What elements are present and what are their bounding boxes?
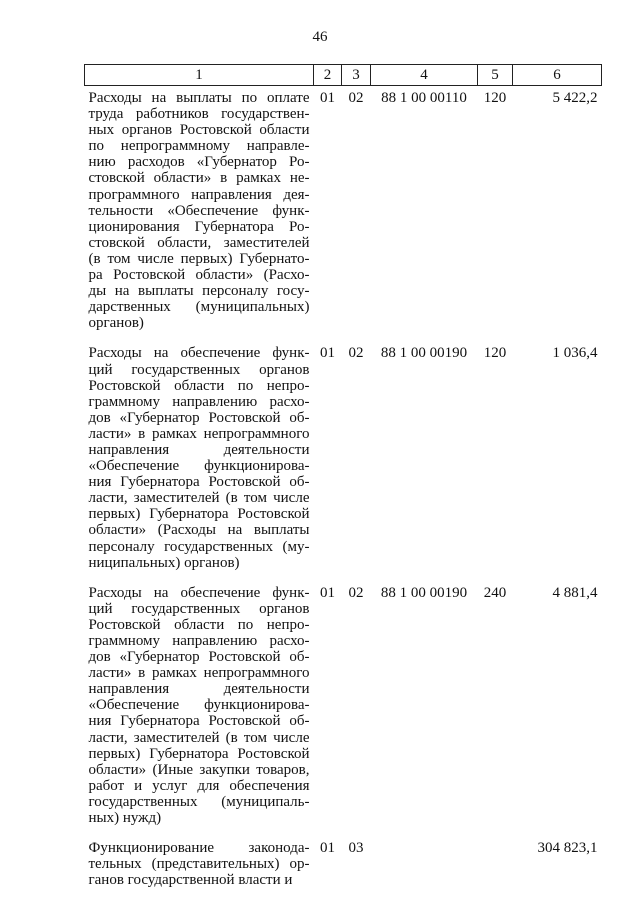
header-cell: 2 bbox=[314, 65, 342, 86]
row-csr-cell bbox=[371, 836, 478, 898]
row-name-line: (в том числе первых) Губернато- bbox=[88, 250, 310, 267]
row-name-line: дов «Губернатор Ростовской об- bbox=[88, 409, 310, 426]
table-row bbox=[85, 581, 602, 836]
row-name-cell bbox=[85, 836, 314, 898]
table-row bbox=[85, 836, 602, 898]
table-body bbox=[85, 86, 602, 899]
row-name-line: ных органов Ростовской области bbox=[88, 122, 310, 139]
row-name-line: ния Губернатора Ростовской об- bbox=[88, 474, 310, 491]
row-name-line: граммному направлению расхо- bbox=[88, 633, 310, 649]
table-row bbox=[85, 341, 602, 580]
row-name-line: ционирования Губернатора Ро- bbox=[88, 218, 310, 235]
row-pr-cell: 02 bbox=[348, 584, 364, 601]
row-name-line: «Обеспечение функционирова- bbox=[88, 458, 310, 475]
row-name-line: органов) bbox=[88, 315, 144, 332]
row-name-line: ра Ростовской области» (Расхо- bbox=[88, 267, 310, 284]
row-name-line: ганов государственной власти и bbox=[88, 872, 293, 889]
row-name-line: Расходы на обеспечение функ- bbox=[88, 345, 310, 362]
row-name-line: ных) нужд) bbox=[88, 810, 162, 827]
row-name-line: «Обеспечение функционирова- bbox=[88, 697, 310, 714]
row-sum-cell: 4 881,4 bbox=[552, 584, 598, 601]
row-sum-cell: 5 422,2 bbox=[552, 90, 598, 106]
row-sum-cell: 304 823,1 bbox=[537, 840, 598, 857]
row-rz-cell: 01 bbox=[320, 584, 335, 601]
row-name-line: стовской области» в рамках не- bbox=[88, 170, 310, 187]
row-name-line: дарственных (муниципальных) bbox=[88, 299, 310, 316]
row-name-line: дов «Губернатор Ростовской об- bbox=[88, 649, 310, 666]
row-name-line: Функционирование законода- bbox=[88, 840, 310, 857]
row-csr-cell: 88 1 00 00110 bbox=[381, 90, 467, 106]
row-name-line: стовской области, заместителей bbox=[88, 234, 310, 251]
row-name-line: ласти, заместителей (в том числе bbox=[88, 729, 310, 746]
page-number: 46 bbox=[312, 29, 328, 45]
row-name-line: граммному направлению расхо- bbox=[88, 393, 310, 410]
row-csr-cell: 88 1 00 00190 bbox=[380, 345, 468, 362]
row-name-line: ций государственных органов bbox=[88, 600, 310, 617]
row-vr-cell bbox=[478, 836, 513, 898]
row-name-line: направления деятельности bbox=[88, 441, 310, 458]
row-name-cell bbox=[85, 86, 314, 342]
row-name-line: Расходы на обеспечение функ- bbox=[88, 584, 310, 601]
row-name-line: труда работников государствен- bbox=[88, 106, 310, 123]
row-name-line: тельных (представительных) ор- bbox=[88, 856, 310, 873]
row-name-line: первых) Губернатора Ростовской bbox=[88, 506, 310, 523]
row-pr-cell: 02 bbox=[348, 90, 364, 106]
row-name-line: персоналу государственных (му- bbox=[88, 538, 310, 555]
header-cell: 1 bbox=[85, 65, 314, 86]
row-rz-cell: 01 bbox=[320, 90, 335, 106]
row-vr-cell: 120 bbox=[483, 345, 507, 362]
row-name-line: первых) Губернатора Ростовской bbox=[88, 745, 310, 762]
row-name-cell bbox=[85, 341, 314, 580]
row-vr-cell: 240 bbox=[483, 584, 507, 601]
row-name-line: области» (Расходы на выплаты bbox=[88, 522, 310, 539]
row-name-line: ласти, заместителей (в том числе bbox=[88, 490, 310, 507]
row-rz-cell: 01 bbox=[320, 345, 335, 362]
table-header-row bbox=[85, 65, 602, 86]
row-name-line: ды на выплаты персоналу госу- bbox=[88, 283, 310, 300]
row-name-line: тельности «Обеспечение функ- bbox=[88, 202, 310, 219]
row-pr-cell: 03 bbox=[348, 840, 364, 857]
row-name-line: области» (Иные закупки товаров, bbox=[88, 761, 310, 778]
row-csr-cell: 88 1 00 00190 bbox=[380, 584, 468, 601]
header-cell: 6 bbox=[513, 65, 602, 86]
row-name-cell bbox=[85, 581, 314, 836]
row-sum-cell: 1 036,4 bbox=[552, 345, 598, 362]
row-rz-cell: 01 bbox=[320, 840, 335, 857]
row-name-line: работ и услуг для обеспечения bbox=[88, 777, 310, 794]
row-name-line: нию расходов «Губернатор Ро- bbox=[88, 154, 310, 171]
row-name-line: ния Губернатора Ростовской об- bbox=[88, 713, 310, 730]
row-name-line: по непрограммному направле- bbox=[88, 138, 310, 155]
row-vr-cell: 120 bbox=[483, 90, 507, 106]
row-name-line: направления деятельности bbox=[88, 681, 310, 698]
row-name-line: государственных (муниципаль- bbox=[88, 793, 310, 810]
row-name-line: Расходы на выплаты по оплате bbox=[88, 90, 310, 106]
header-cell: 3 bbox=[342, 65, 371, 86]
header-cell: 4 bbox=[371, 65, 478, 86]
row-name-line: ций государственных органов bbox=[88, 361, 310, 378]
row-pr-cell: 02 bbox=[348, 345, 364, 362]
row-name-line: Ростовской области по непро- bbox=[88, 377, 310, 394]
header-cell: 5 bbox=[478, 65, 513, 86]
row-name-line: ласти» в рамках непрограммного bbox=[88, 425, 310, 442]
table-row bbox=[85, 86, 602, 342]
budget-table bbox=[84, 64, 602, 898]
row-name-line: Ростовской области по непро- bbox=[88, 616, 310, 633]
row-name-line: ниципальных) органов) bbox=[88, 554, 240, 571]
row-name-line: ласти» в рамках непрограммного bbox=[88, 665, 310, 682]
row-name-line: программного направления дея- bbox=[88, 186, 310, 203]
